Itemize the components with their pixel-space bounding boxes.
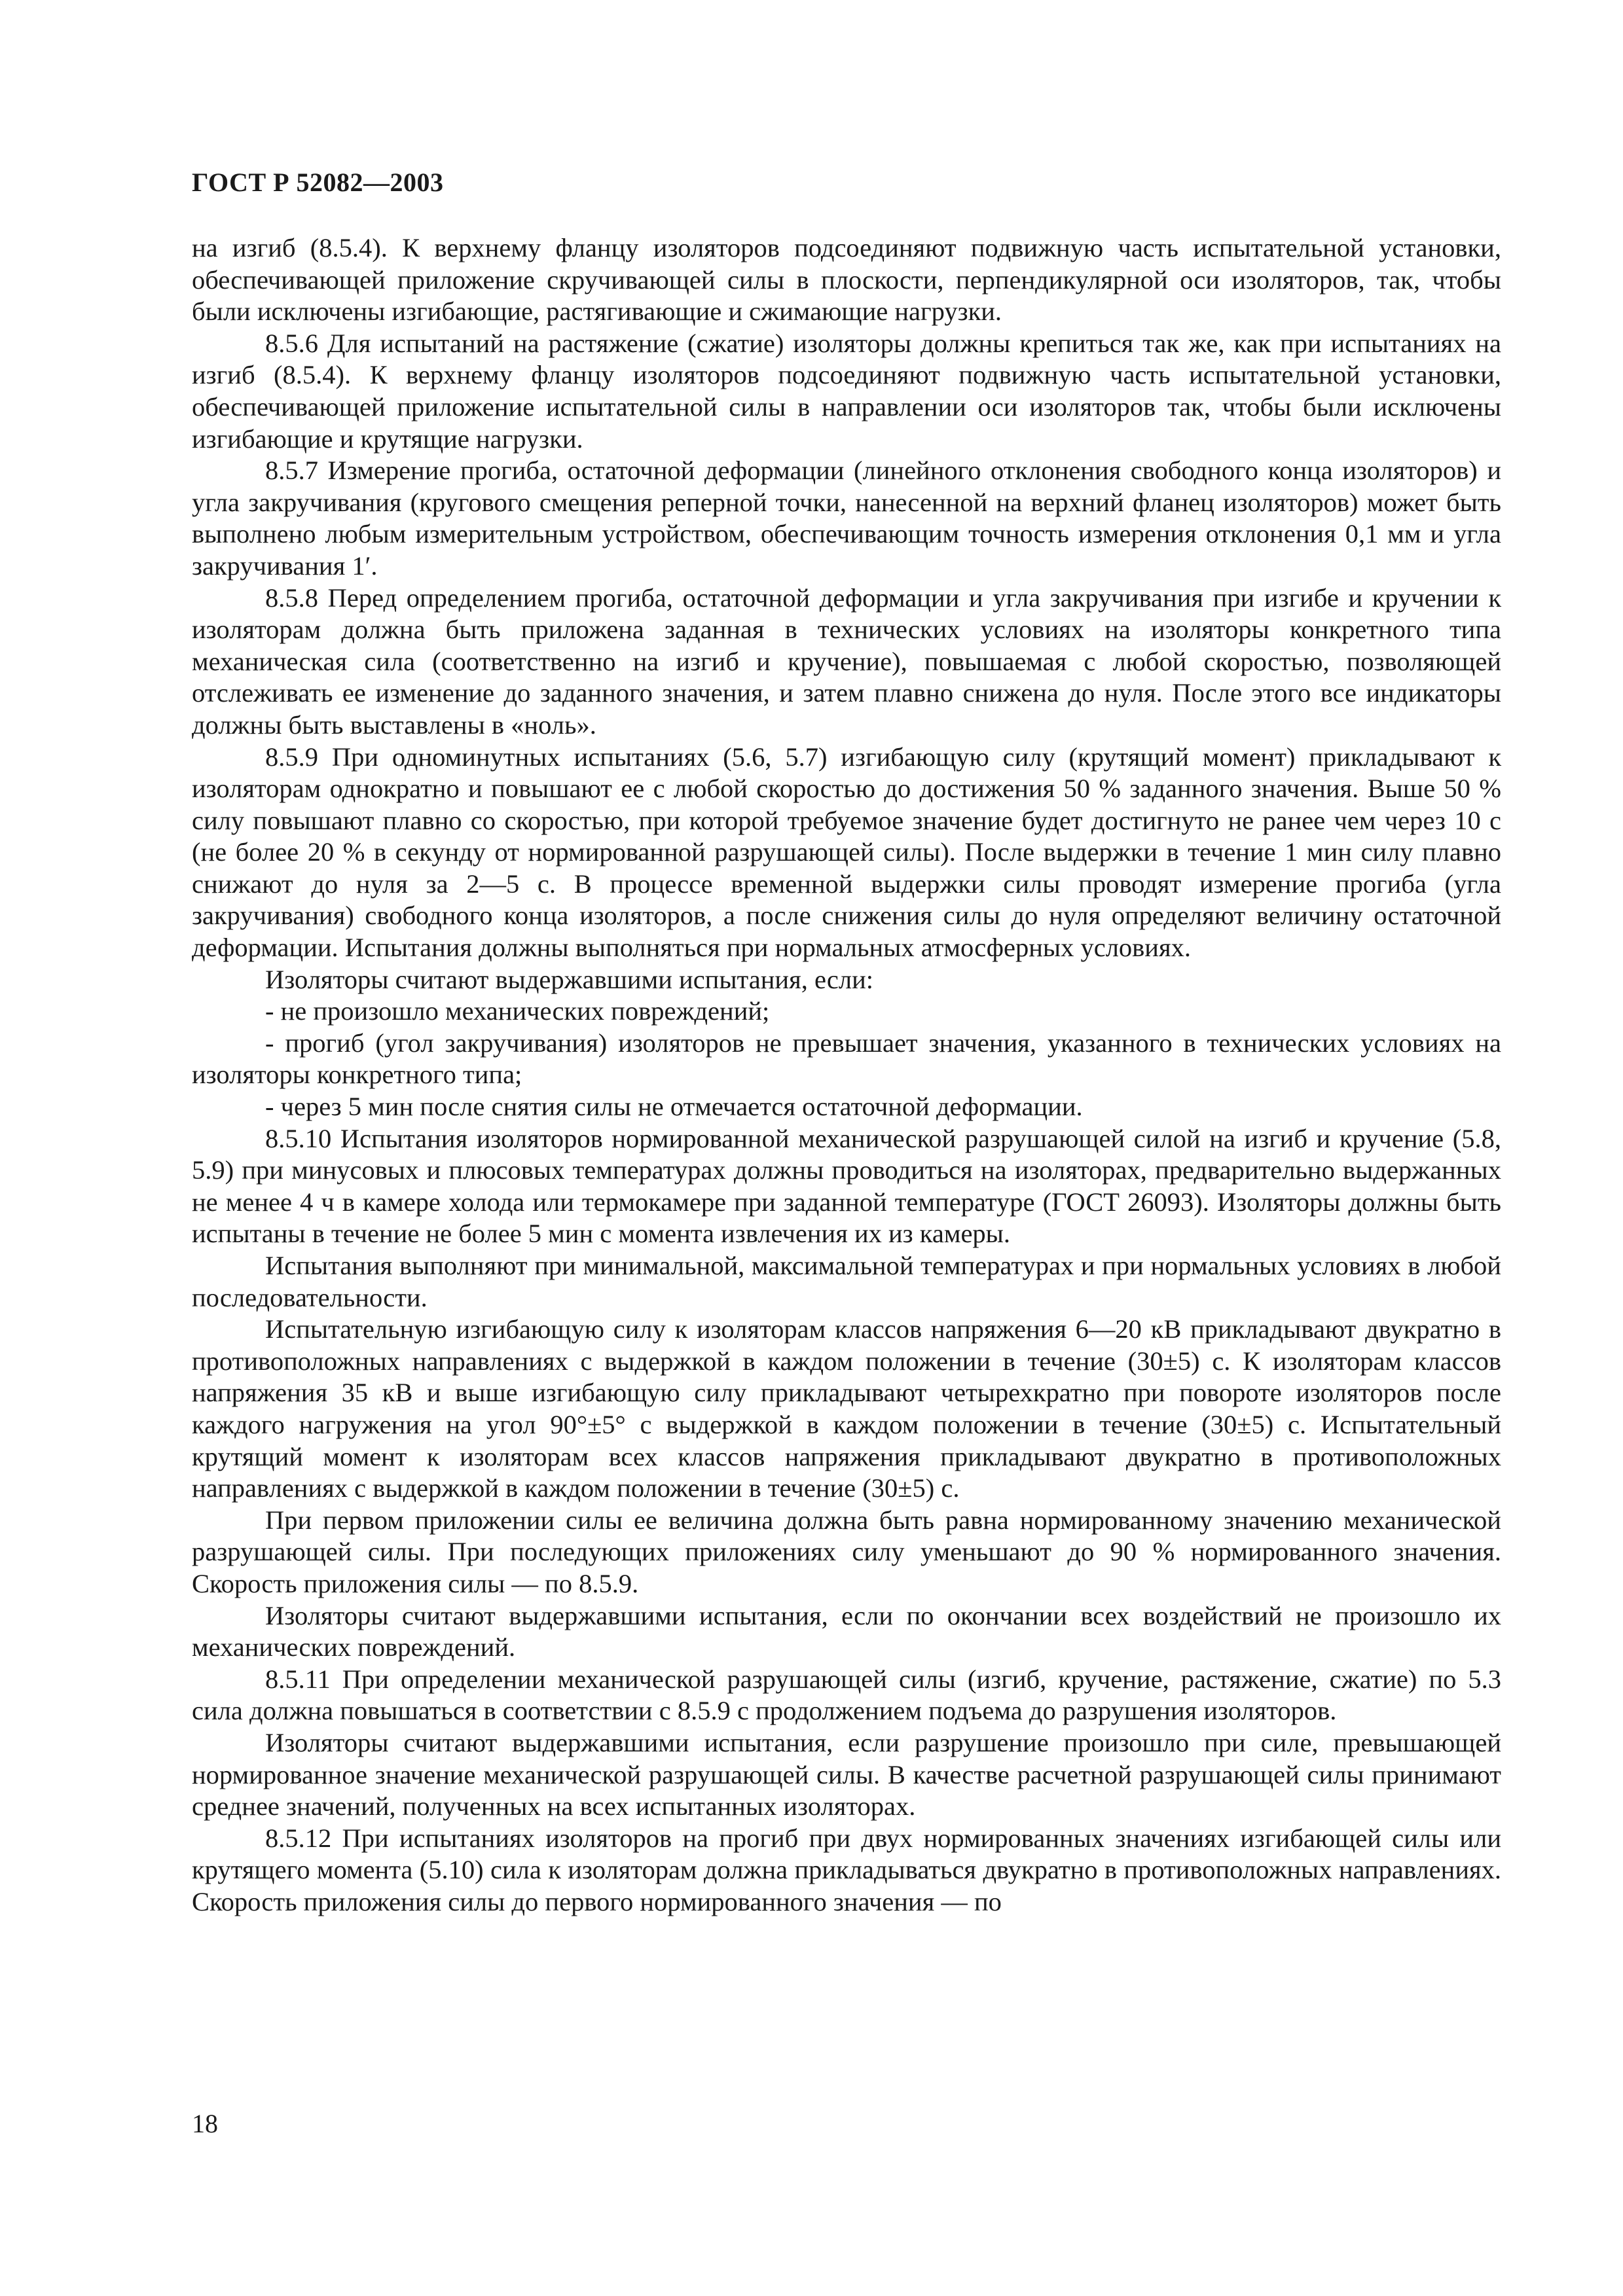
- page-number: 18: [192, 2109, 218, 2138]
- paragraph-8-5-12: 8.5.12 При испытаниях изоляторов на прогиб при двух нормированных значениях изгибающей силы или крутящего момента (5.10) сила к изоляторам должна прикладываться двукратно в противоположных направлениях. Скорость приложения силы до первого нормированного значения — по: [192, 1823, 1501, 1916]
- paragraph: При первом приложении силы ее величина должна быть равна нормированному значению механической разрушающей силы. При последующих приложениях силу уменьшают до 90 % нормированного значения. Скорость приложения силы — по 8.5.9.: [192, 1505, 1501, 1598]
- list-item: - через 5 мин после снятия силы не отмечается остаточной деформации.: [265, 1092, 1083, 1122]
- document-page: [192, 0, 1501, 2296]
- document-header: ГОСТ Р 52082—2003: [192, 168, 444, 197]
- paragraph: Изоляторы считают выдержавшими испытания, если:: [265, 964, 874, 994]
- paragraph: Испытания выполняют при минимальной, максимальной температурах и при нормальных условиях в любой последовательности.: [192, 1251, 1501, 1312]
- paragraph: Изоляторы считают выдержавшими испытания, если разрушение произошло при силе, превышающей нормированное значение механической разрушающей силы. В качестве расчетной разрушающей силы принимают среднее значений, полученных на всех испытанных изоляторах.: [192, 1727, 1501, 1821]
- paragraph-8-5-7: 8.5.7 Измерение прогиба, остаточной деформации (линейного отклонения свободного конца изоляторов) и угла закручивания (кругового смещения реперной точки, нанесенной на верхний фланец изоляторов) может быть выполнено любым измерительным устройством, обеспечивающим точность измерения отклонения 0,1 мм и угла закручивания 1′.: [192, 456, 1501, 581]
- paragraph-8-5-11: 8.5.11 При определении механической разрушающей силы (изгиб, кручение, растяжение, сжатие) по 5.3 сила должна повышаться в соответствии с 8.5.9 с продолжением подъема до разрушения изоляторов.: [192, 1664, 1501, 1726]
- paragraph: Изоляторы считают выдержавшими испытания, если по окончании всех воздействий не произошло их механических повреждений.: [192, 1600, 1501, 1662]
- list-item: - прогиб (угол закручивания) изоляторов не превышает значения, указанного в технических условиях на изоляторы конкретного типа;: [192, 1028, 1501, 1090]
- paragraph-8-5-6: 8.5.6 Для испытаний на растяжение (сжатие) изоляторы должны крепиться так же, как при испытаниях на изгиб (8.5.4). К верхнему фланцу изоляторов подсоединяют подвижную часть испытательной установки, обеспечивающей приложение испытательной силы в направлении оси изоляторов так, чтобы были исключены изгибающие и крутящие нагрузки.: [192, 328, 1501, 454]
- document-body: [192, 232, 1501, 1918]
- paragraph: Испытательную изгибающую силу к изоляторам классов напряжения 6—20 кВ прикладывают двукратно в противоположных направлениях с выдержкой в каждом положении в течение (30±5) с. К изоляторам классов напряжения 35 кВ и выше изгибающую силу прикладывают четырехкратно при повороте изоляторов после каждого нагружения на угол 90°±5° с выдержкой в каждом положении в течение (30±5) с. Испытательный крутящий момент к изоляторам всех классов напряжения прикладывают двукратно в противоположных направлениях с выдержкой в каждом положении в течение (30±5) с.: [192, 1314, 1501, 1503]
- list-item: - не произошло механических повреждений;: [265, 996, 770, 1026]
- paragraph-8-5-10: 8.5.10 Испытания изоляторов нормированной механической разрушающей силой на изгиб и кручение (5.8, 5.9) при минусовых и плюсовых температурах должны проводиться на изоляторах, предварительно выдержанных не менее 4 ч в камере холода или термокамере при заданной температуре (ГОСТ 26093). Изоляторы должны быть испытаны в течение не более 5 мин с момента извлечения их из камеры.: [192, 1123, 1501, 1249]
- paragraph-8-5-8: 8.5.8 Перед определением прогиба, остаточной деформации и угла закручивания при изгибе и кручении к изоляторам должна быть приложена заданная в технических условиях на изоляторы конкретного типа механическая сила (соответственно на изгиб и кручение), повышаемая с любой скоростью, позволяющей отслеживать ее изменение до заданного значения, и затем плавно снижена до нуля. После этого все индикаторы должны быть выставлены в «ноль».: [192, 583, 1501, 740]
- paragraph: на изгиб (8.5.4). К верхнему фланцу изоляторов подсоединяют подвижную часть испытательной установки, обеспечивающей приложение скручивающей силы в плоскости, перпендикулярной оси изоляторов, так, чтобы были исключены изгибающие, растягивающие и сжимающие нагрузки.: [192, 233, 1501, 327]
- paragraph-8-5-9: 8.5.9 При одноминутных испытаниях (5.6, 5.7) изгибающую силу (крутящий момент) прикладывают к изоляторам однократно и повышают ее с любой скоростью до достижения 50 % заданного значения. Выше 50 % силу повышают плавно со скоростью, при которой требуемое значение будет достигнуто не ранее чем через 10 с (не более 20 % в секунду от нормированной разрушающей силы). После выдержки в течение 1 мин силу плавно снижают до нуля за 2—5 с. В процессе временной выдержки силы проводят измерение прогиба (угла закручивания) свободного конца изоляторов, а после снижения силы до нуля определяют величину остаточной деформации. Испытания должны выполняться при нормальных атмосферных условиях.: [192, 742, 1501, 963]
